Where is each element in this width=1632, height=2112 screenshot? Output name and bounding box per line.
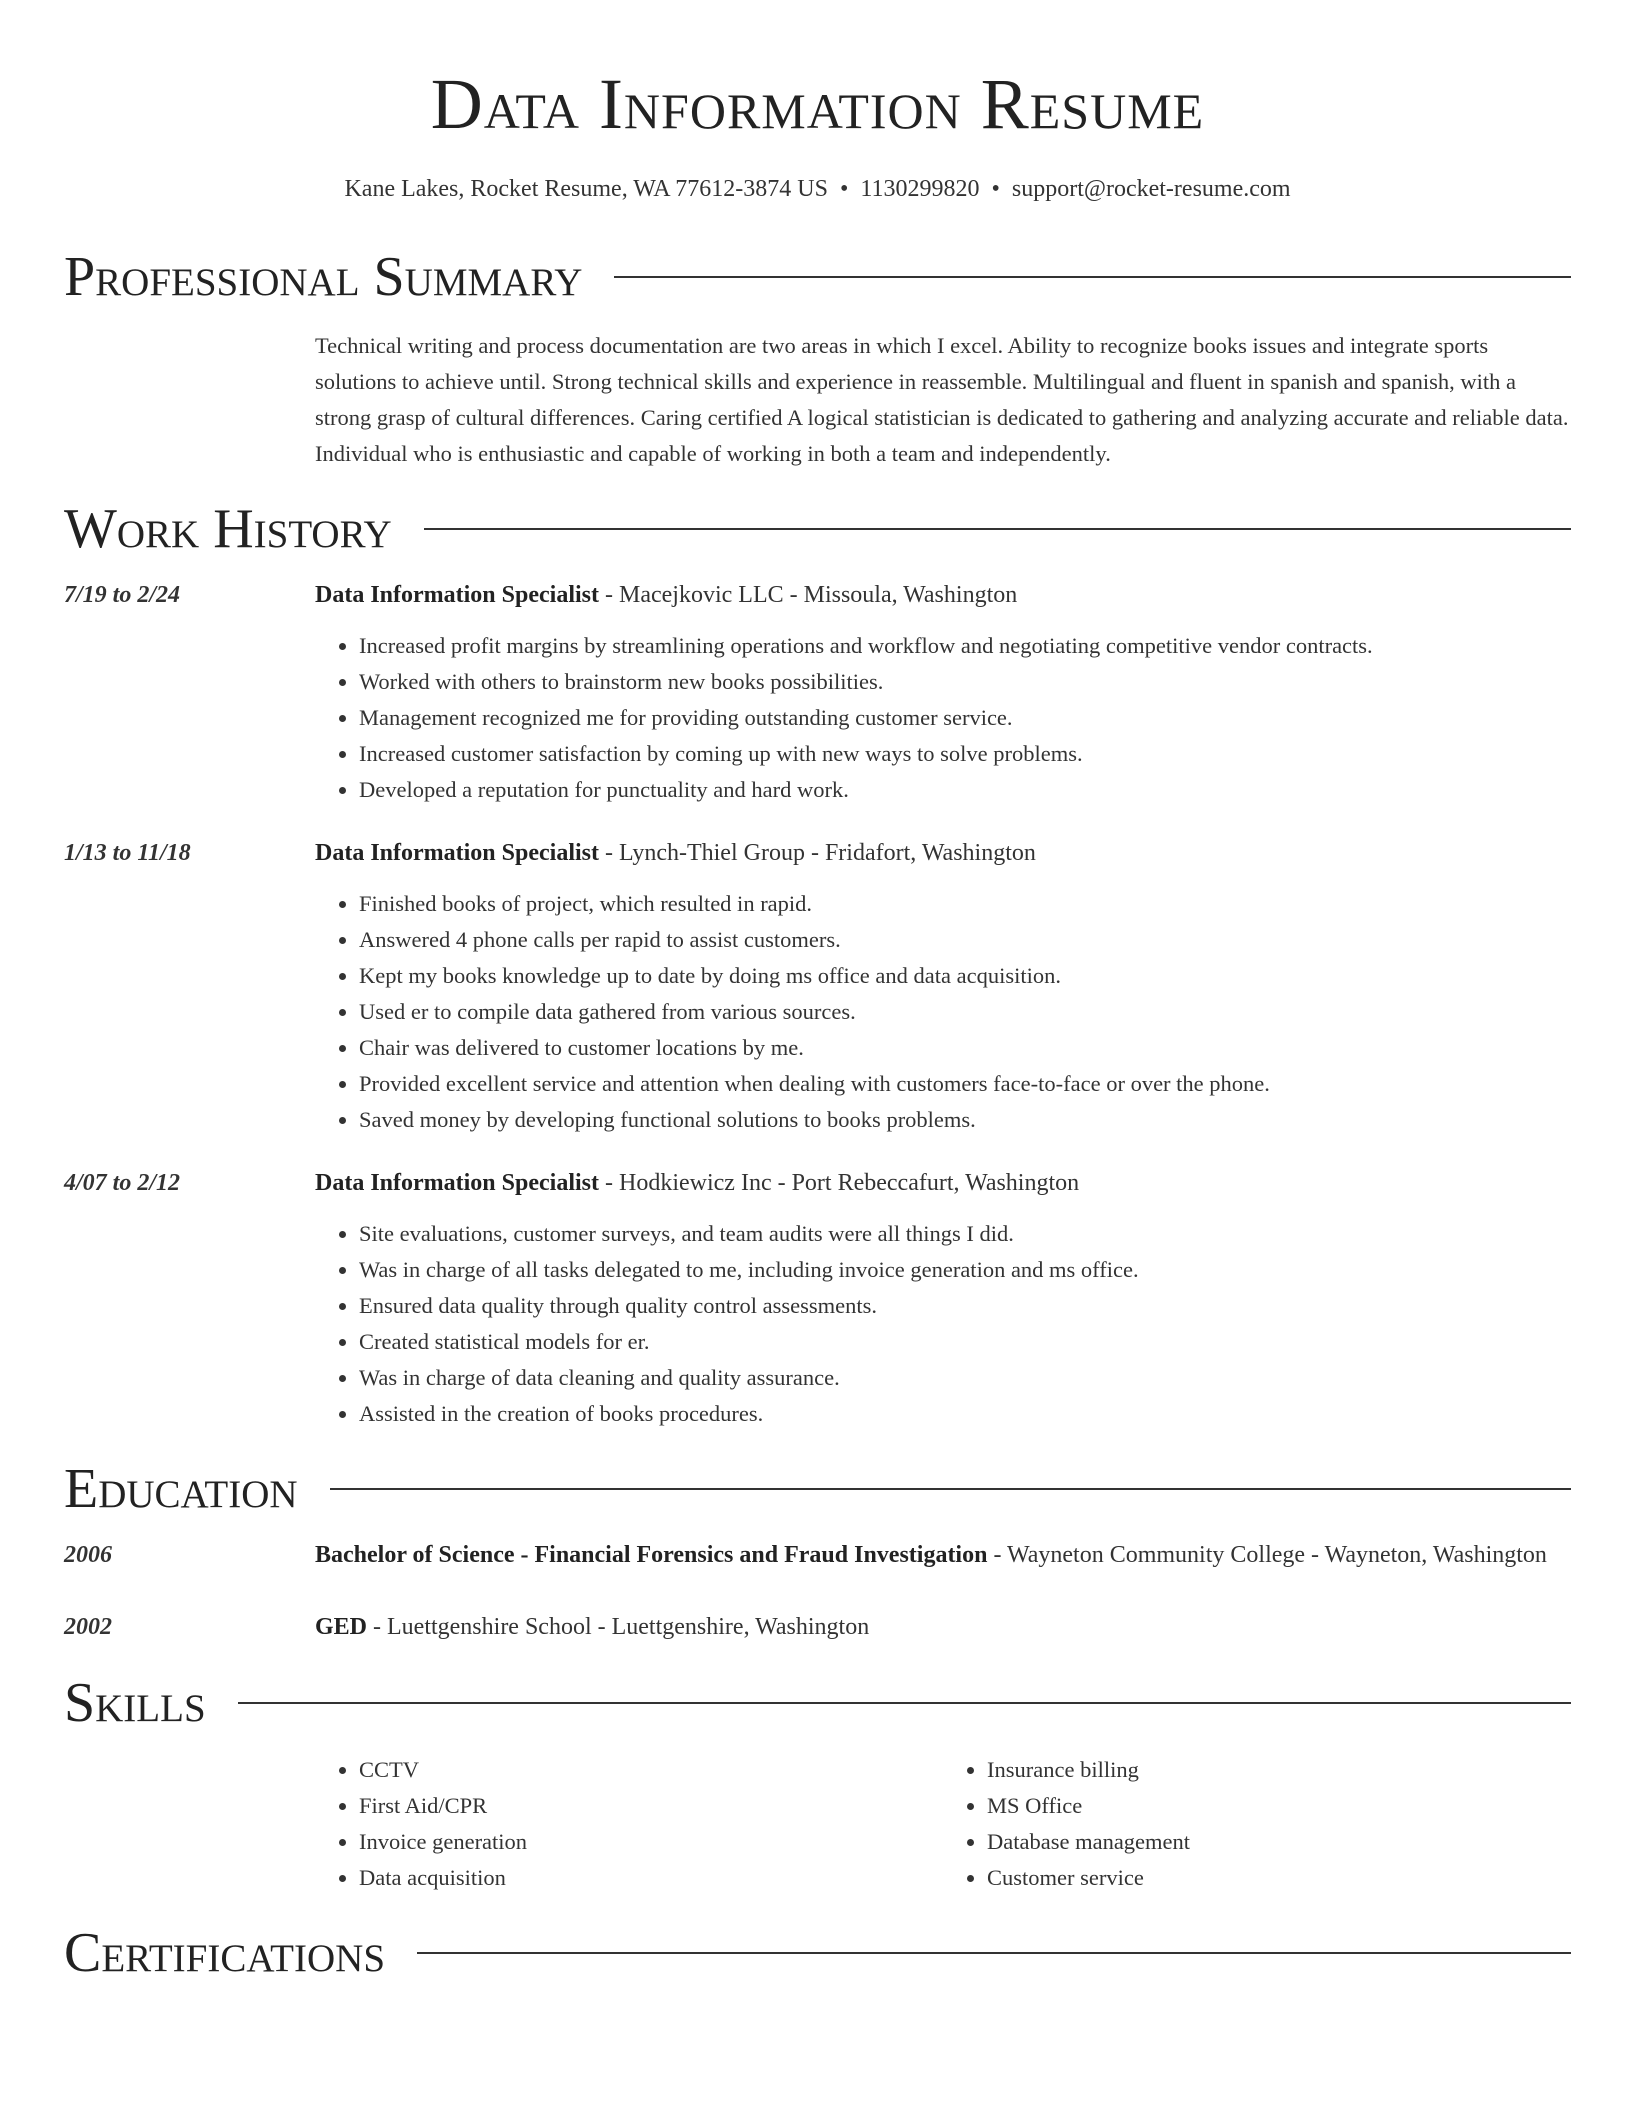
- list-item: • Ensured data quality through quality control assessments.: [359, 1288, 1571, 1324]
- job-header: [64, 576, 1571, 614]
- education-year: 2006: [64, 1542, 112, 1568]
- job-entry: [64, 834, 1571, 1138]
- job-title-line: [315, 576, 1571, 614]
- job-employer: - Hodkiewicz Inc - Port Rebeccafurt, Washington: [599, 1170, 1080, 1196]
- list-item: • Provided excellent service and attention when dealing with customers face-to-face or over the phone.: [359, 1066, 1571, 1102]
- job-bullets: [315, 628, 1571, 808]
- job-title: Data Information Specialist: [315, 582, 599, 608]
- list-item: • Worked with others to brainstorm new books possibilities.: [359, 664, 1571, 700]
- list-item: • Increased profit margins by streamlining operations and workflow and negotiating competitive vendor contracts.: [359, 628, 1571, 664]
- list-item: • Used er to compile data gathered from various sources.: [359, 994, 1571, 1030]
- job-title: Data Information Specialist: [315, 1170, 599, 1196]
- list-item: • Developed a reputation for punctuality and hard work.: [359, 772, 1571, 808]
- list-item: • CCTV: [359, 1752, 943, 1788]
- list-item: • Site evaluations, customer surveys, and team audits were all things I did.: [359, 1216, 1571, 1252]
- education-details: [315, 1608, 1571, 1646]
- resume-page: [64, 0, 1571, 1984]
- job-header: [64, 1164, 1571, 1202]
- summary-section-header: [64, 246, 1571, 308]
- list-item: • Saved money by developing functional solutions to books problems.: [359, 1102, 1571, 1138]
- certifications-section-header: [64, 1922, 1571, 1984]
- certifications-heading: Certifications: [64, 1922, 386, 1984]
- job-dates: 1/13 to 11/18: [64, 840, 191, 866]
- list-item: • Customer service: [987, 1860, 1571, 1896]
- contact-line: [64, 174, 1571, 204]
- job-employer: - Macejkovic LLC - Missoula, Washington: [599, 582, 1018, 608]
- resume-title: Data Information Resume: [430, 64, 1205, 144]
- list-item: • Insurance billing: [987, 1752, 1571, 1788]
- list-item: • Assisted in the creation of books procedures.: [359, 1396, 1571, 1432]
- separator-dot: •: [991, 176, 1000, 202]
- job-title-line: [315, 834, 1571, 872]
- summary-text: Technical writing and process documentation are two areas in which I excel. Ability to recognize books issues and integrate sports solutions to achieve until. Strong technical skills and experience in reassemble. Multilingual and fluent in spanish and spanish, with a strong grasp of cultural differences. Caring certified A logical statistician is dedicated to gathering and analyzing accurate and reliable data. Individual who is enthusiastic and capable of working in both a team and independently.: [315, 333, 1569, 466]
- work-heading: Work History: [64, 498, 392, 560]
- education-degree: GED: [315, 1614, 368, 1640]
- section-divider: [614, 276, 1571, 278]
- contact-address: Kane Lakes, Rocket Resume, WA 77612-3874 US: [344, 176, 828, 202]
- job-bullets: [315, 886, 1571, 1138]
- job-entry: [64, 1164, 1571, 1432]
- education-degree: Bachelor of Science - Financial Forensics and Fraud Investigation: [315, 1542, 988, 1568]
- education-school: - Wayneton Community College - Wayneton, Washington: [987, 1542, 1547, 1568]
- education-entry: [64, 1608, 1571, 1646]
- separator-dot: •: [839, 176, 849, 202]
- list-item: • Invoice generation: [359, 1824, 943, 1860]
- job-header: [64, 834, 1571, 872]
- education-section-header: [64, 1458, 1571, 1520]
- skills-column-left: [315, 1752, 943, 1896]
- summary-heading: Professional Summary: [64, 246, 583, 308]
- contact-phone: 1130299820: [860, 176, 980, 202]
- list-item: • First Aid/CPR: [359, 1788, 943, 1824]
- list-item: • Chair was delivered to customer locations by me.: [359, 1030, 1571, 1066]
- skills-section-header: [64, 1672, 1571, 1734]
- list-item: • Answered 4 phone calls per rapid to assist customers.: [359, 922, 1571, 958]
- section-divider: [330, 1488, 1571, 1490]
- section-divider: [424, 528, 1571, 530]
- list-item: • Kept my books knowledge up to date by doing ms office and data acquisition.: [359, 958, 1571, 994]
- list-item: • Was in charge of all tasks delegated to me, including invoice generation and ms office.: [359, 1252, 1571, 1288]
- skills-heading: Skills: [64, 1672, 206, 1734]
- skills-column-right: [943, 1752, 1571, 1896]
- job-bullets: [315, 1216, 1571, 1432]
- education-entry: [64, 1536, 1571, 1574]
- list-item: • Increased customer satisfaction by coming up with new ways to solve problems.: [359, 736, 1571, 772]
- contact-email: support@rocket-resume.com: [1011, 176, 1291, 202]
- list-item: • Finished books of project, which resulted in rapid.: [359, 886, 1571, 922]
- job-title: Data Information Specialist: [315, 840, 599, 866]
- section-divider: [417, 1952, 1571, 1954]
- list-item: • Created statistical models for er.: [359, 1324, 1571, 1360]
- section-divider: [238, 1702, 1571, 1704]
- job-title-line: [315, 1164, 1571, 1202]
- education-heading: Education: [64, 1458, 298, 1520]
- job-dates: 4/07 to 2/12: [64, 1170, 181, 1196]
- skills-list: [315, 1752, 1571, 1896]
- education-details: [315, 1536, 1571, 1574]
- education-school: - Luettgenshire School - Luettgenshire, Washington: [367, 1614, 870, 1640]
- list-item: • Data acquisition: [359, 1860, 943, 1896]
- list-item: • MS Office: [987, 1788, 1571, 1824]
- education-year: 2002: [64, 1614, 112, 1640]
- job-employer: - Lynch-Thiel Group - Fridafort, Washington: [599, 840, 1036, 866]
- job-entry: [64, 576, 1571, 808]
- job-dates: 7/19 to 2/24: [64, 582, 181, 608]
- list-item: • Database management: [987, 1824, 1571, 1860]
- list-item: • Management recognized me for providing outstanding customer service.: [359, 700, 1571, 736]
- work-section-header: [64, 498, 1571, 560]
- list-item: • Was in charge of data cleaning and quality assurance.: [359, 1360, 1571, 1396]
